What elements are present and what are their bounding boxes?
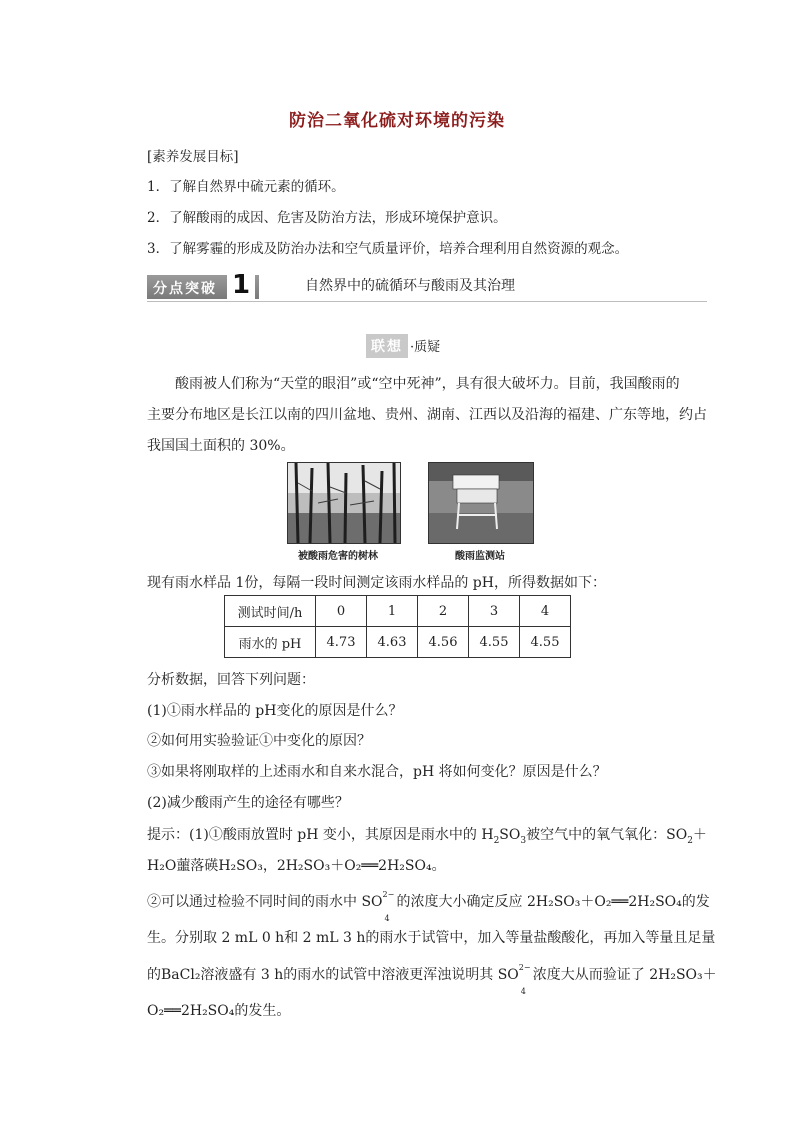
answer-line: 提示：(1)①酸雨放置时 pH 变小，其原因是雨水中的 $H_2SO_3$被空气中的氧气氧化：$SO_2+$ [147, 827, 707, 846]
table-cell: 2 [418, 596, 469, 627]
sample-intro: 现有雨水样品 1份，每隔一段时间测定该雨水样品的 pH，所得数据如下： [147, 575, 606, 591]
question-item: (2)减少酸雨产生的途径有哪些？ [147, 795, 349, 811]
table-row [225, 596, 571, 627]
monitoring-station-photo [428, 462, 534, 544]
answer-text: H₂SO₃，2H₂SO₃＋O₂══2H₂SO₄。 [218, 858, 446, 874]
analysis-prompt: 分析数据，回答下列问题： [147, 672, 315, 688]
answer-line [147, 890, 710, 923]
answer-text: 蘁落碤 [176, 858, 219, 874]
figure-caption: 酸雨监测站 [455, 551, 505, 562]
goal-item: 2．了解酸雨的成因、危害及防治方法，形成环境保护意识。 [147, 210, 507, 226]
damaged-forest-photo [287, 462, 401, 544]
sulfate-subscript: 4 [520, 987, 526, 996]
table-cell: 1 [367, 596, 418, 627]
goals-heading: [素养发展目标] [147, 149, 239, 165]
page-title: 防治二氧化硫对环境的污染 [289, 111, 505, 131]
answer-text: 浓度大从而验证了 2H₂SO₃＋ [532, 967, 717, 983]
table-cell: 0 [316, 596, 367, 627]
section-number: 1 [227, 271, 255, 299]
table-cell: 4 [520, 596, 571, 627]
sulfate-charge: 2− [382, 890, 395, 899]
section-header [147, 270, 707, 301]
lianxiang-heading [366, 334, 440, 356]
answer-line [147, 855, 446, 875]
section-title: 自然界中的硫循环与酸雨及其治理 [305, 278, 515, 294]
answer-text: ②可以通过检验不同时间的雨水中 SO [147, 894, 383, 910]
answer-text: ＋ [692, 827, 707, 843]
question-item: ③如果将刚取样的上述雨水和自来水混合，pH 将如何变化？原因是什么？ [147, 764, 607, 780]
table-cell: 4.63 [367, 627, 418, 658]
intro-line: 我国国土面积的 30%。 [147, 438, 295, 454]
section-badge-label: 分点突破 [153, 281, 217, 297]
answer-text: 的BaCl₂溶液盛有 3 h的雨水的试管中溶液更浑浊说明其 SO [147, 967, 519, 983]
answer-text: SO [499, 827, 521, 843]
intro-line: 酸雨被人们称为“天堂的眼泪”或“空中死神”，具有很大破坏力。目前，我国酸雨的 [175, 376, 680, 392]
sulfate-subscript: 4 [384, 914, 390, 923]
ph-data-table [224, 595, 571, 658]
table-header-cell: 测试时间/h [225, 596, 316, 627]
question-item: (1)①雨水样品的 pH变化的原因是什么？ [147, 703, 403, 719]
table-cell: 4.55 [520, 627, 571, 658]
intro-line: 主要分布地区是长江以南的四川盆地、贵州、湖南、江西以及沿海的福建、广东等地，约占 [147, 407, 707, 423]
table-cell: 4.55 [469, 627, 520, 658]
answer-text: 的浓度大小确定反应 2H₂SO₃＋O₂══2H₂SO₄的发 [396, 894, 710, 910]
lianxiang-subtitle: ·质疑 [410, 340, 441, 355]
answer-text: 被空气中的氧气氧化：SO [526, 827, 688, 843]
answer-text: H₂O [147, 858, 177, 874]
sulfate-charge: 2− [518, 963, 531, 972]
answer-line: 生。分别取 2 mL 0 h和 2 mL 3 h的雨水于试管中，加入等量盐酸酸化，再加入等量且足量 [147, 930, 716, 946]
intro-paragraph [147, 369, 707, 462]
section-badge [147, 270, 259, 300]
table-cell: 4.56 [418, 627, 469, 658]
goal-item: 1．了解自然界中硫元素的循环。 [147, 179, 345, 195]
table-cell: 3 [469, 596, 520, 627]
table-header-cell: 雨水的 pH [225, 627, 316, 658]
question-item: ②如何用实验验证①中变化的原因？ [147, 733, 371, 749]
table-cell: 4.73 [316, 627, 367, 658]
answer-text: 提示：(1)①酸雨放置时 pH 变小，其原因是雨水中的 H [147, 827, 494, 843]
table-row [225, 627, 571, 658]
answer-line [147, 963, 717, 996]
goal-item: 3．了解雾霾的形成及防治办法和空气质量评价，培养合理利用自然资源的观念。 [147, 241, 629, 257]
figure-caption: 被酸雨危害的树林 [298, 551, 378, 562]
section-divider [147, 301, 707, 302]
lianxiang-badge: 联想 [366, 334, 408, 358]
answer-line: O₂══2H₂SO₄的发生。 [147, 1003, 291, 1019]
